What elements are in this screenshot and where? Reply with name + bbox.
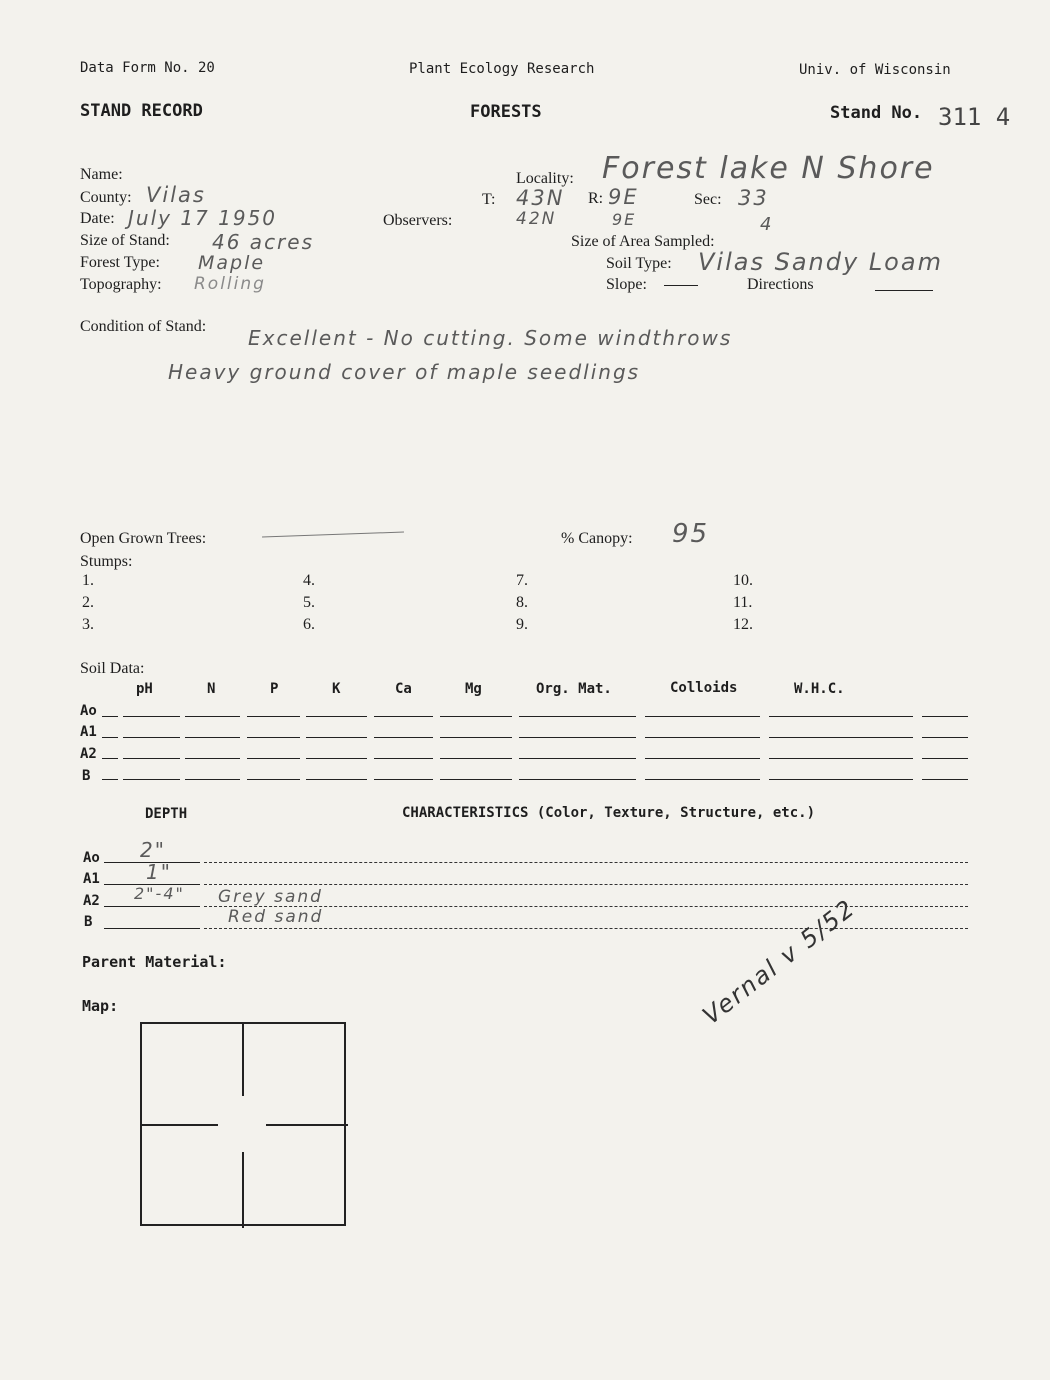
soil-blank-line bbox=[769, 716, 913, 717]
soil-blank-line bbox=[247, 737, 300, 738]
depth-blank-line bbox=[104, 906, 200, 907]
soil-blank-line bbox=[769, 758, 913, 759]
soil-col-whc: W.H.C. bbox=[794, 681, 845, 697]
soil-blank-line bbox=[645, 758, 760, 759]
soil-row-a1: A1 bbox=[80, 724, 97, 740]
soil-blank-line bbox=[922, 737, 968, 738]
soil-blank-line bbox=[519, 779, 636, 780]
soil-blank-line bbox=[374, 716, 433, 717]
soil-row-ao: Ao bbox=[80, 703, 97, 719]
profile-row-a1: A1 bbox=[83, 871, 100, 887]
soil-blank-line bbox=[440, 737, 512, 738]
soil-blank-line bbox=[922, 779, 968, 780]
soil-blank-line bbox=[306, 716, 367, 717]
section-value: 33 bbox=[738, 186, 769, 210]
soil-blank-line bbox=[247, 779, 300, 780]
depth-ao-value: 2" bbox=[140, 838, 166, 862]
soil-blank-line bbox=[645, 779, 760, 780]
size-of-stand-label: Size of Stand: bbox=[80, 232, 170, 249]
soil-blank-line bbox=[102, 737, 118, 738]
range-value-1: 9E bbox=[608, 185, 639, 209]
depth-label: DEPTH bbox=[145, 806, 188, 822]
soil-col-org-mat: Org. Mat. bbox=[536, 681, 612, 697]
stump-8: 8. bbox=[516, 594, 528, 611]
topography-label: Topography: bbox=[80, 276, 162, 293]
name-label: Name: bbox=[80, 166, 123, 183]
soil-blank-line bbox=[185, 758, 240, 759]
stump-2: 2. bbox=[82, 594, 94, 611]
depth-blank-line bbox=[104, 928, 200, 929]
observers-label: Observers: bbox=[383, 212, 453, 229]
soil-type-value: Vilas Sandy Loam bbox=[698, 248, 943, 276]
stump-9: 9. bbox=[516, 616, 528, 633]
condition-label: Condition of Stand: bbox=[80, 318, 207, 335]
soil-blank-line bbox=[102, 716, 118, 717]
soil-col-n: N bbox=[207, 681, 216, 697]
soil-blank-line bbox=[374, 779, 433, 780]
soil-blank-line bbox=[374, 758, 433, 759]
locality-label: Locality: bbox=[516, 170, 574, 187]
range-value-2: 9E bbox=[612, 210, 637, 229]
county-value: Vilas bbox=[146, 183, 206, 207]
parent-material-label: Parent Material: bbox=[82, 953, 227, 971]
soil-blank-line bbox=[922, 758, 968, 759]
soil-blank-line bbox=[185, 716, 240, 717]
section-title: FORESTS bbox=[470, 102, 542, 122]
characteristics-blank-line bbox=[204, 862, 968, 863]
topography-value: Rolling bbox=[194, 274, 266, 294]
university: Univ. of Wisconsin bbox=[799, 62, 951, 78]
depth-a2-value: 2"-4" bbox=[134, 884, 185, 903]
soil-blank-line bbox=[247, 758, 300, 759]
size-of-stand-value: 46 acres bbox=[212, 230, 315, 254]
depth-a1-value: 1" bbox=[146, 860, 172, 884]
stump-7: 7. bbox=[516, 572, 528, 589]
stump-6: 6. bbox=[303, 616, 315, 633]
open-grown-trees-label: Open Grown Trees: bbox=[80, 530, 207, 547]
record-title: STAND RECORD bbox=[80, 101, 203, 121]
form-number: Data Form No. 20 bbox=[80, 60, 215, 76]
stump-5: 5. bbox=[303, 594, 315, 611]
soil-blank-line bbox=[769, 737, 913, 738]
condition-line-1: Excellent - No cutting. Some windthrows bbox=[248, 326, 733, 350]
soil-blank-line bbox=[645, 737, 760, 738]
soil-blank-line bbox=[769, 779, 913, 780]
soil-col-k: K bbox=[332, 681, 341, 697]
date-value: July 17 1950 bbox=[128, 206, 278, 230]
profile-row-a2: A2 bbox=[83, 893, 100, 909]
stand-number-label: Stand No. bbox=[830, 103, 923, 123]
soil-blank-line bbox=[519, 758, 636, 759]
slope-dash bbox=[664, 285, 698, 286]
char-b-value: Red sand bbox=[228, 907, 324, 927]
township-value-1: 43N bbox=[516, 186, 565, 210]
soil-col-mg: Mg bbox=[465, 681, 482, 697]
stump-1: 1. bbox=[82, 572, 94, 589]
soil-blank-line bbox=[123, 737, 180, 738]
soil-col-colloids: Colloids bbox=[670, 680, 738, 696]
locality-value: Forest lake N Shore bbox=[602, 151, 935, 186]
stump-11: 11. bbox=[733, 594, 753, 611]
soil-blank-line bbox=[306, 737, 367, 738]
soil-blank-line bbox=[374, 737, 433, 738]
stand-number-value: 311 4 bbox=[938, 103, 1011, 131]
soil-blank-line bbox=[123, 779, 180, 780]
canopy-label: % Canopy: bbox=[561, 530, 633, 547]
slope-label: Slope: bbox=[606, 276, 647, 293]
map-grid bbox=[140, 1022, 346, 1226]
soil-blank-line bbox=[123, 716, 180, 717]
soil-blank-line bbox=[922, 716, 968, 717]
organization: Plant Ecology Research bbox=[409, 61, 595, 77]
condition-line-2: Heavy ground cover of maple seedlings bbox=[168, 360, 641, 384]
soil-blank-line bbox=[247, 716, 300, 717]
soil-data-label: Soil Data: bbox=[80, 660, 145, 677]
soil-row-b: B bbox=[82, 768, 91, 784]
stump-3: 3. bbox=[82, 616, 94, 633]
sec-label: Sec: bbox=[694, 191, 722, 208]
soil-blank-line bbox=[440, 779, 512, 780]
stump-12: 12. bbox=[733, 616, 753, 633]
soil-blank-line bbox=[102, 758, 118, 759]
profile-row-ao: Ao bbox=[83, 850, 100, 866]
soil-blank-line bbox=[440, 716, 512, 717]
t-label: T: bbox=[482, 191, 496, 208]
soil-type-label: Soil Type: bbox=[606, 255, 672, 272]
char-a2-value: Grey sand bbox=[218, 887, 323, 907]
characteristics-blank-line bbox=[204, 928, 968, 929]
characteristics-label: CHARACTERISTICS (Color, Texture, Structure, etc.) bbox=[402, 805, 816, 821]
soil-blank-line bbox=[519, 716, 636, 717]
date-label: Date: bbox=[80, 210, 115, 227]
size-of-area-value: 4 bbox=[760, 214, 774, 235]
forest-type-label: Forest Type: bbox=[80, 254, 160, 271]
size-of-area-label: Size of Area Sampled: bbox=[571, 233, 715, 250]
soil-col-p: P bbox=[270, 681, 279, 697]
soil-blank-line bbox=[102, 779, 118, 780]
soil-blank-line bbox=[185, 779, 240, 780]
profile-row-b: B bbox=[84, 914, 93, 930]
stumps-label: Stumps: bbox=[80, 553, 133, 570]
county-label: County: bbox=[80, 189, 132, 206]
signature: Vernal v 5/52 bbox=[697, 893, 861, 1031]
soil-col-ph: pH bbox=[136, 681, 153, 697]
canopy-value: 95 bbox=[672, 519, 710, 549]
stump-4: 4. bbox=[303, 572, 315, 589]
map-label: Map: bbox=[82, 997, 119, 1015]
characteristics-blank-line bbox=[204, 884, 968, 885]
forest-type-value: Maple bbox=[198, 252, 266, 274]
r-label: R: bbox=[588, 190, 604, 207]
open-grown-trees-dash bbox=[262, 532, 404, 538]
soil-blank-line bbox=[306, 779, 367, 780]
directions-dash bbox=[875, 290, 933, 291]
soil-col-ca: Ca bbox=[395, 681, 412, 697]
stump-10: 10. bbox=[733, 572, 753, 589]
soil-row-a2: A2 bbox=[80, 746, 97, 762]
soil-blank-line bbox=[185, 737, 240, 738]
directions-label: Directions bbox=[747, 276, 814, 293]
soil-blank-line bbox=[306, 758, 367, 759]
township-value-2: 42N bbox=[516, 209, 557, 229]
soil-blank-line bbox=[645, 716, 760, 717]
soil-blank-line bbox=[519, 737, 636, 738]
soil-blank-line bbox=[440, 758, 512, 759]
soil-blank-line bbox=[123, 758, 180, 759]
